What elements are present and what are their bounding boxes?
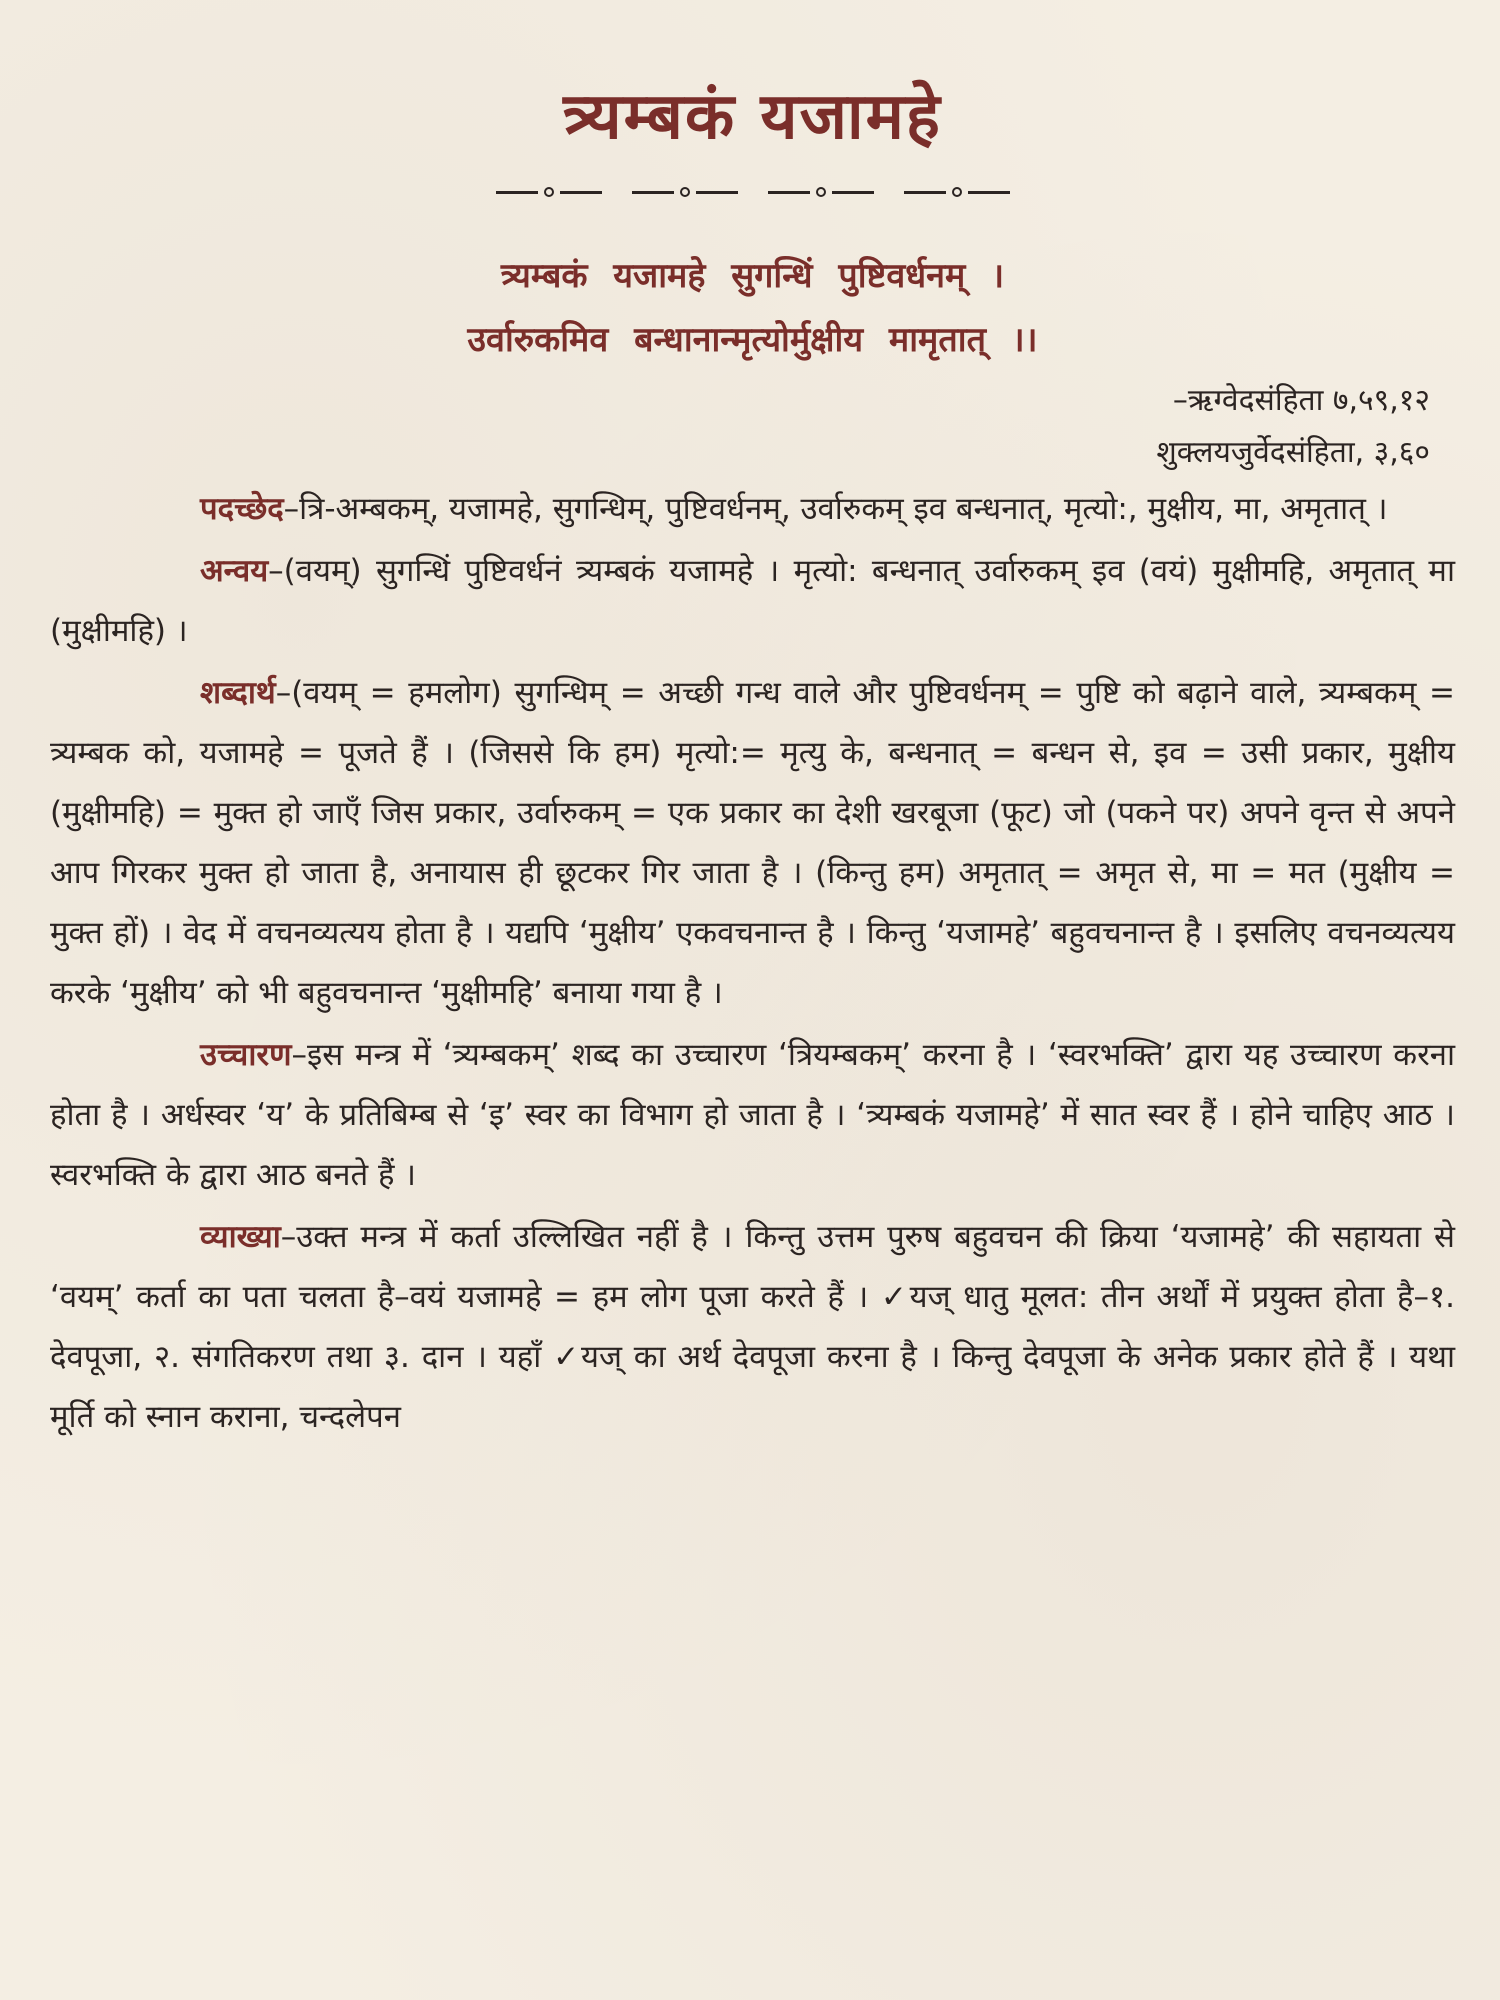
section-text: –उक्त मन्त्र में कर्ता उल्लिखित नहीं है । किन्तु उत्तम पुरुष बहुवचन की क्रिया ‘यजामहे’ की सहायता से ‘वयम्’ कर्ता का पता चलता है–वयं यजामहे = हम लोग पूजा करते हैं । ✓यज् धातु मूलत: तीन अर्थों में प्रयुक्त होता है–१. देवपूजा, २. संगतिकरण तथा ३. दान । यहाँ ✓यज् का अर्थ देवपूजा करना है । किन्तु देवपूजा के अनेक प्रकार होते हैं । यथा मूर्ति को स्नान कराना, चन्दलेपन bbox=[50, 1219, 1455, 1435]
section-heading: अन्वय bbox=[200, 553, 269, 589]
page-title: त्र्यम्बकं यजामहे bbox=[563, 80, 942, 154]
mantra-line-1: त्र्यम्बकं यजामहे सुगन्धिं पुष्टिवर्धनम् । bbox=[500, 256, 1005, 296]
section-heading: पदच्छेद bbox=[200, 491, 284, 527]
section-vyakhya bbox=[50, 1207, 1455, 1447]
ornament-segment bbox=[496, 187, 602, 197]
section-heading: व्याख्या bbox=[200, 1219, 281, 1255]
section-anvay bbox=[50, 541, 1455, 661]
section-uchcharan bbox=[50, 1025, 1455, 1205]
section-shabdarth bbox=[50, 663, 1455, 1023]
section-heading: शब्दार्थ bbox=[200, 675, 276, 711]
section-text: –त्रि-अम्बकम्, यजामहे, सुगन्धिम्, पुष्टिवर्धनम्, उर्वारुकम् इव बन्धनात्, मृत्यो:, मुक्षीय, मा, अमृतात् । bbox=[283, 491, 1388, 527]
section-text: –(वयम्) सुगन्धिं पुष्टिवर्धनं त्र्यम्बकं यजामहे । मृत्यो: बन्धनात् उर्वारुकम् इव (वयं) मुक्षीमहि, अमृतात् मा (मुक्षीमहि) । bbox=[50, 553, 1455, 649]
ornament-segment bbox=[632, 187, 738, 197]
mantra-line-2: उर्वारुकमिव बन्धानान्मृत्योर्मुक्षीय मामृतात् ।। bbox=[467, 320, 1038, 360]
reference-rigveda: –ऋग्वेदसंहिता ७,५९,१२ bbox=[1172, 383, 1430, 418]
ornament-segment bbox=[768, 187, 874, 197]
section-padachchhed bbox=[50, 479, 1455, 539]
ornament-segment bbox=[904, 187, 1010, 197]
ornament-divider bbox=[50, 187, 1455, 197]
section-heading: उच्चारण bbox=[200, 1037, 292, 1073]
section-text: –(वयम् = हमलोग) सुगन्धिम् = अच्छी गन्ध वाले और पुष्टिवर्धनम् = पुष्टि को बढ़ाने वाले, त्र्यम्बकम् = त्र्यम्बक को, यजामहे = पूजते हैं । (जिससे कि हम) मृत्यो:= मृत्यु के, बन्धनात् = बन्धन से, इव = उसी प्रकार, मुक्षीय (मुक्षीमहि) = मुक्त हो जाएँ जिस प्रकार, उर्वारुकम् = एक प्रकार का देशी खरबूजा (फूट) जो (पकने पर) अपने वृन्त से अपने आप गिरकर मुक्त हो जाता है, अनायास ही छूटकर गिर जाता है । (किन्तु हम) अमृतात् = अमृत से, मा = मत (मुक्षीय = मुक्त हों) । वेद में वचनव्यत्यय होता है । यद्यपि ‘मुक्षीय’ एकवचनान्त है । किन्तु ‘यजामहे’ बहुवचनान्त है । इसलिए वचनव्यत्यय करके ‘मुक्षीय’ को भी बहुवचनान्त ‘मुक्षीमहि’ बनाया गया है । bbox=[50, 675, 1455, 1011]
reference-yajurveda: शुक्लयजुर्वेदसंहिता, ३,६० bbox=[1156, 435, 1430, 470]
section-text: –इस मन्त्र में ‘त्र्यम्बकम्’ शब्द का उच्चारण ‘त्रियम्बकम्’ करना है । ‘स्वरभक्ति’ द्वारा यह उच्चारण करना होता है । अर्धस्वर ‘य’ के प्रतिबिम्ब से ‘इ’ स्वर का विभाग हो जाता है । ‘त्र्यम्बकं यजामहे’ में सात स्वर हैं । होने चाहिए आठ । स्वरभक्ति के द्वारा आठ बनते हैं । bbox=[50, 1037, 1455, 1193]
